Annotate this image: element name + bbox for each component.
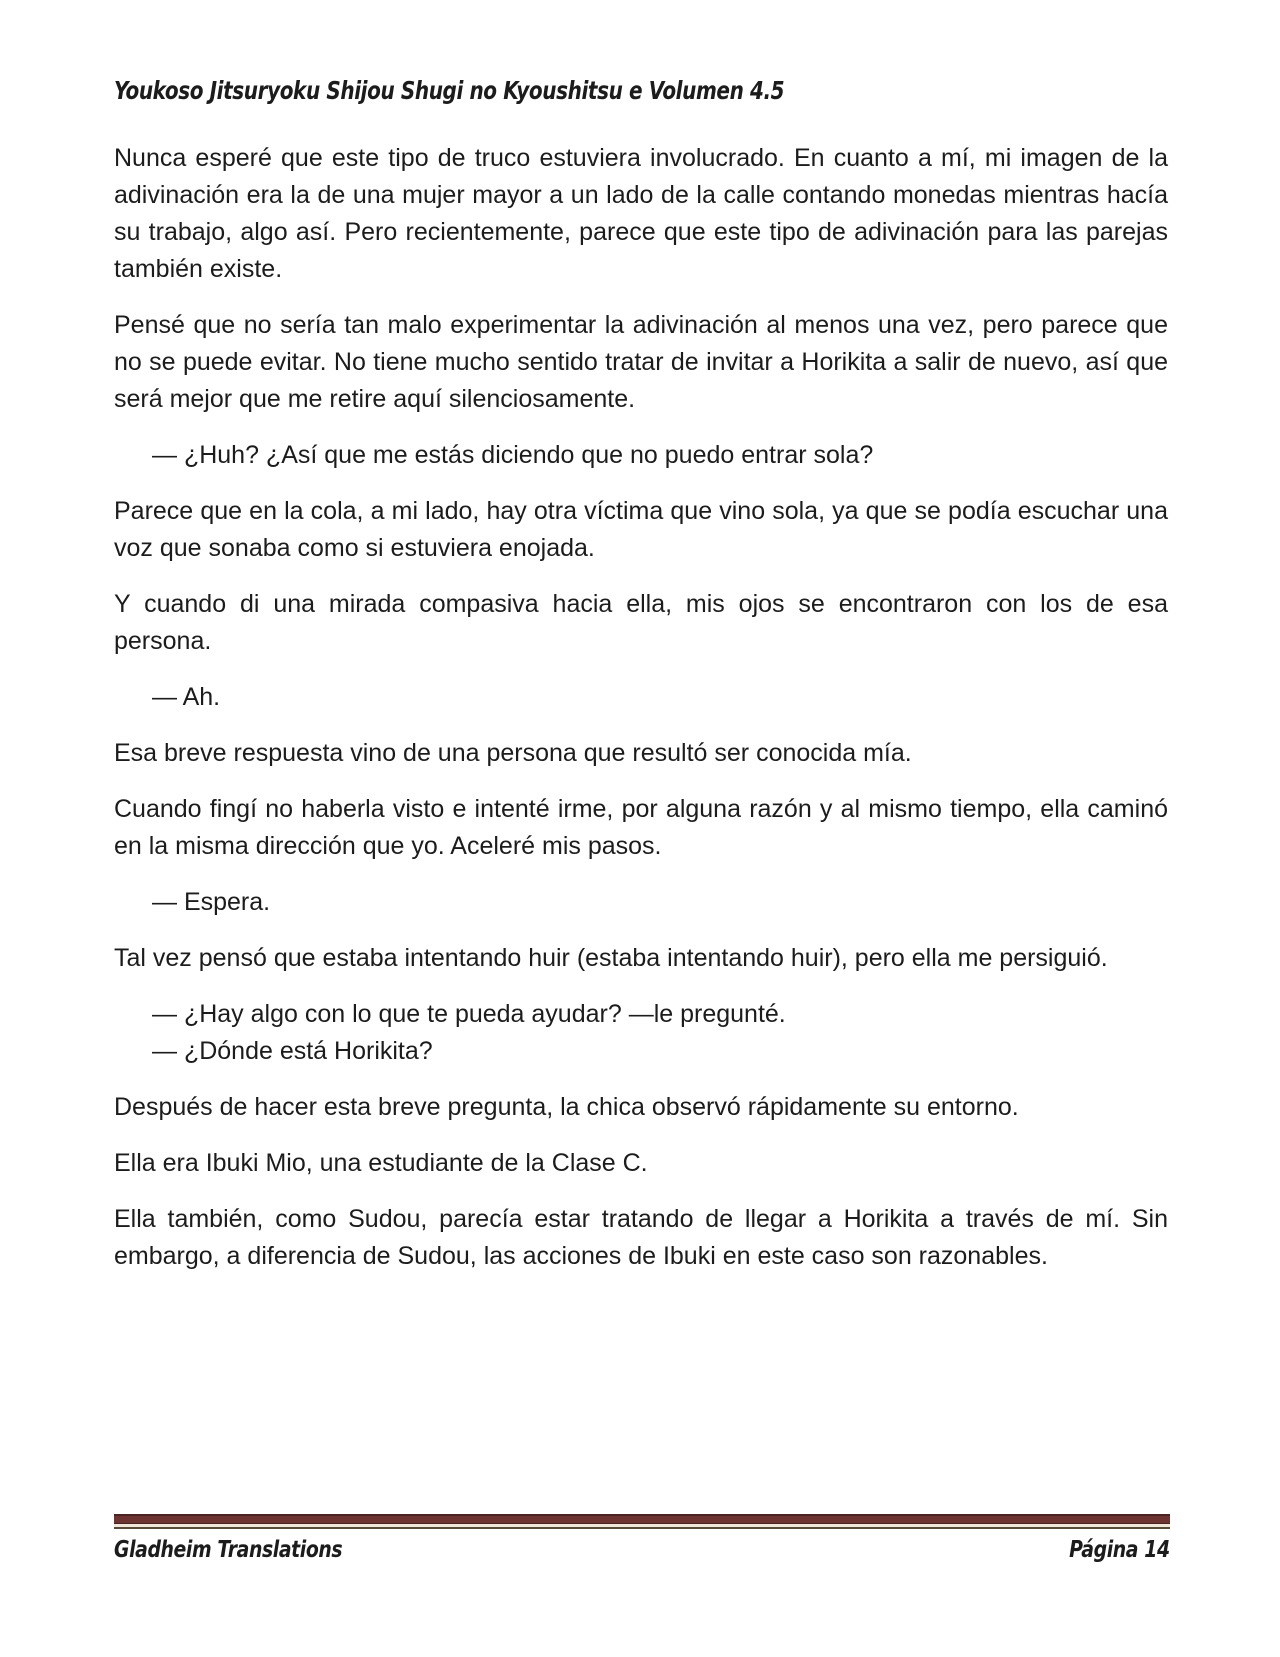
page-footer: [114, 1514, 1170, 1563]
paragraph: Pensé que no sería tan malo experimentar la adivinación al menos una vez, pero parece que no se puede evitar. No tiene mucho sentido tratar de invitar a Horikita a salir de nuevo, así que será mejor que me retire aquí silenciosamente.: [114, 311, 1168, 413]
paragraph: Parece que en la cola, a mi lado, hay otra víctima que vino sola, ya que se podía escuchar una voz que sonaba como si estuviera enojada.: [114, 497, 1168, 562]
paragraph: Ella era Ibuki Mio, una estudiante de la Clase C.: [114, 1149, 648, 1177]
dialogue-line: — ¿Huh? ¿Así que me estás diciendo que no puedo entrar sola?: [152, 441, 874, 469]
paragraph: Ella también, como Sudou, parecía estar tratando de llegar a Horikita a través de mí. Sin embargo, a diferencia de Sudou, las acciones de Ibuki en este caso son razonables.: [114, 1205, 1168, 1270]
footer-translator: Gladheim Translations: [114, 1537, 343, 1563]
paragraph: Tal vez pensó que estaba intentando huir (estaba intentando huir), pero ella me persiguió.: [114, 944, 1108, 972]
dialogue-line: — ¿Hay algo con lo que te pueda ayudar? —le pregunté.: [152, 1000, 786, 1028]
paragraph: Esa breve respuesta vino de una persona que resultó ser conocida mía.: [114, 739, 912, 767]
paragraph: Nunca esperé que este tipo de truco estuviera involucrado. En cuanto a mí, mi imagen de la adivinación era la de una mujer mayor a un lado de la calle contando monedas mientras hacía su trabajo, algo así. Pero recientemente, parece que este tipo de adivinación para las parejas también existe.: [114, 144, 1168, 283]
footer-divider: [114, 1514, 1170, 1529]
paragraph: Después de hacer esta breve pregunta, la chica observó rápidamente su entorno.: [114, 1093, 1019, 1121]
document-body: [114, 140, 1168, 1294]
footer-text-row: [114, 1537, 1170, 1563]
page-header: [114, 76, 1170, 105]
dialogue-line: — Espera.: [152, 888, 271, 916]
dialogue-line: — ¿Dónde está Horikita?: [152, 1037, 433, 1065]
paragraph: Y cuando di una mirada compasiva hacia ella, mis ojos se encontraron con los de esa persona.: [114, 590, 1168, 655]
page-header-title: Youkoso Jitsuryoku Shijou Shugi no Kyoushitsu e Volumen 4.5: [114, 76, 785, 105]
paragraph: Cuando fingí no haberla visto e intenté irme, por alguna razón y al mismo tiempo, ella caminó en la misma dirección que yo. Aceleré mis pasos.: [114, 795, 1168, 860]
footer-page-number: Página 14: [1069, 1537, 1170, 1563]
dialogue-line: — Ah.: [152, 683, 221, 711]
